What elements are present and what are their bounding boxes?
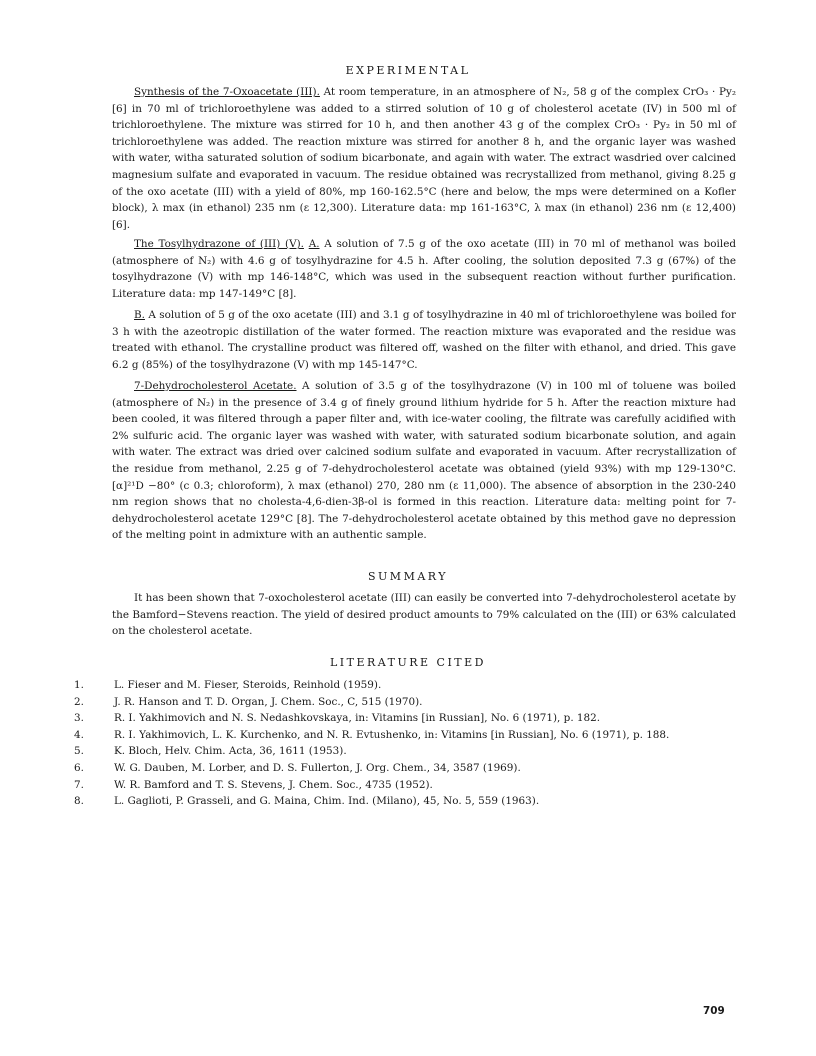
reference-item (74, 777, 736, 794)
section-title: The Tosylhydrazone of (III) (V). (134, 238, 304, 250)
summary-paragraph (112, 590, 736, 640)
reference-text: R. I. Yakhimovich, L. K. Kurchenko, and N. R. Evtushenko, in: Vitamins [in Russian], No. 6 (1971), p. 188. (114, 728, 670, 741)
reference-item (74, 727, 736, 744)
reference-number: 8. (74, 795, 84, 808)
summary-heading: SUMMARY (368, 570, 448, 583)
reference-text: W. G. Dauben, M. Lorber, and D. S. Fullerton, J. Org. Chem., 34, 3587 (1969). (114, 761, 521, 774)
section-dehydrocholesterol-acetate (112, 378, 736, 544)
section-title: B. (134, 309, 145, 321)
summary-text: It has been shown that 7-oxocholesterol acetate (III) can easily be converted into 7-dehydrocholesterol acetate by the Bamford−Stevens reaction. The yield of desired product amounts to 79% calculated on the (III) or 63% calculated on the cholesterol acetate. (112, 592, 736, 638)
reference-text: L. Gaglioti, P. Grasseli, and G. Maina, Chim. Ind. (Milano), 45, No. 5, 559 (1963). (114, 795, 540, 808)
section-subtitle: A. (308, 238, 320, 250)
reference-text: L. Fieser and M. Fieser, Steroids, Reinhold (1959). (114, 679, 382, 691)
reference-list (74, 677, 736, 810)
section-title: Synthesis of the 7-Oxoacetate (III). (134, 86, 320, 98)
reference-item (74, 677, 736, 694)
reference-number: 4. (74, 728, 84, 741)
reference-number: 7. (74, 778, 84, 791)
reference-text: K. Bloch, Helv. Chim. Acta, 36, 1611 (1953). (114, 745, 347, 758)
section-body: A solution of 3.5 g of the tosylhydrazone (V) in 100 ml of toluene was boiled (atmosphere of N₂) in the presence of 3.4 g of finely ground lithium hydride for 5 h. After the reaction mixture had been cooled, it was filtered through a paper filter and, with ice-water cooling, the filtrate was carefully acidified with 2% sulfuric acid. The organic layer was washed with water, with saturated sodium bicarbonate solution, and again with water. The extract was dried over calcined sodium sulfate and evaporated in vacuum. After recrystallization of the residue from methanol, 2.25 g of 7-dehydrocholesterol acetate was obtained (yield 93%) with mp 129-130°C. [α]²¹D −80° (c 0.3; chloroform), λ max (ethanol) 270, 280 nm (ε 11,000). The absence of absorption in the 230-240 nm region shows that no cholesta-4,6-dien-3β-ol is formed in this reaction. Literature data: melting point for 7-dehydrocholesterol acetate 129°C [8]. The 7-dehydrocholesterol acetate obtained by this method gave no depression of the melting point in admixture with an authentic sample. (112, 380, 736, 542)
reference-number: 3. (74, 712, 84, 725)
reference-text: R. I. Yakhimovich and N. S. Nedashkovskaya, in: Vitamins [in Russian], No. 6 (1971), p. 182. (114, 712, 601, 725)
reference-item (74, 710, 736, 727)
reference-number: 2. (74, 695, 84, 708)
section-body: A solution of 7.5 g of the oxo acetate (III) in 70 ml of methanol was boiled (atmosphere of N₂) with 4.6 g of tosylhydrazine for 4.5 h. After cooling, the solution deposited 7.3 g (67%) of the tosylhydrazone (V) with mp 146-148°C, which was used in the subsequent reaction without further purification. Literature data: mp 147-149°C [8]. (112, 238, 736, 300)
reference-item (74, 694, 736, 711)
reference-text: W. R. Bamford and T. S. Stevens, J. Chem. Soc., 4735 (1952). (114, 778, 433, 791)
section-title: 7-Dehydrocholesterol Acetate. (134, 380, 297, 392)
reference-number: 6. (74, 761, 84, 774)
section-synthesis-oxoacetate (112, 84, 736, 233)
section-tosylhydrazone-b (112, 307, 736, 373)
section-body: At room temperature, in an atmosphere of N₂, 58 g of the complex CrO₃ · Py₂ [6] in 70 ml of trichloroethylene was added to a stirred solution of 10 g of cholesterol acetate (IV) in 500 ml of trichloroethylene. The mixture was stirred for 10 h, and then another 43 g of the complex CrO₃ · Py₂ in 50 ml of trichloroethylene was added. The reaction mixture was stirred for another 8 h, and the organic layer was washed with water, witha saturated solution of sodium bicarbonate, and again with water. The extract wasdried over calcined magnesium sulfate and evaporated in vacuum. The residue obtained was recrystallized from methanol, giving 8.25 g of the oxo acetate (III) with a yield of 80%, mp 160-162.5°C (here and below, the mps were determined on a Kofler block), λ max (in ethanol) 235 nm (ε 12,300). Literature data: mp 161-163°C, λ max (in ethanol) 236 nm (ε 12,400) [6]. (112, 86, 737, 231)
reference-number: 1. (74, 679, 84, 691)
section-tosylhydrazone-a (112, 236, 736, 302)
reference-item (74, 760, 736, 777)
page-number: 709 (703, 1005, 725, 1017)
literature-cited-heading: LITERATURE CITED (329, 656, 486, 669)
section-body: A solution of 5 g of the oxo acetate (III) and 3.1 g of tosylhydrazine in 40 ml of trichloroethylene was boiled for 3 h with the azeotropic distillation of the water formed. The reaction mixture was evaporated and the residue was treated with ethanol. The crystalline product was filtered off, washed on the filter with ethanol, and dried. This gave 6.2 g (85%) of the tosylhydrazone (V) with mp 145-147°C. (112, 309, 736, 371)
reference-number: 5. (74, 745, 84, 758)
experimental-heading: EXPERIMENTAL (345, 64, 471, 77)
reference-item (74, 793, 736, 810)
reference-item (74, 743, 736, 760)
reference-text: J. R. Hanson and T. D. Organ, J. Chem. Soc., C, 515 (1970). (114, 695, 423, 708)
